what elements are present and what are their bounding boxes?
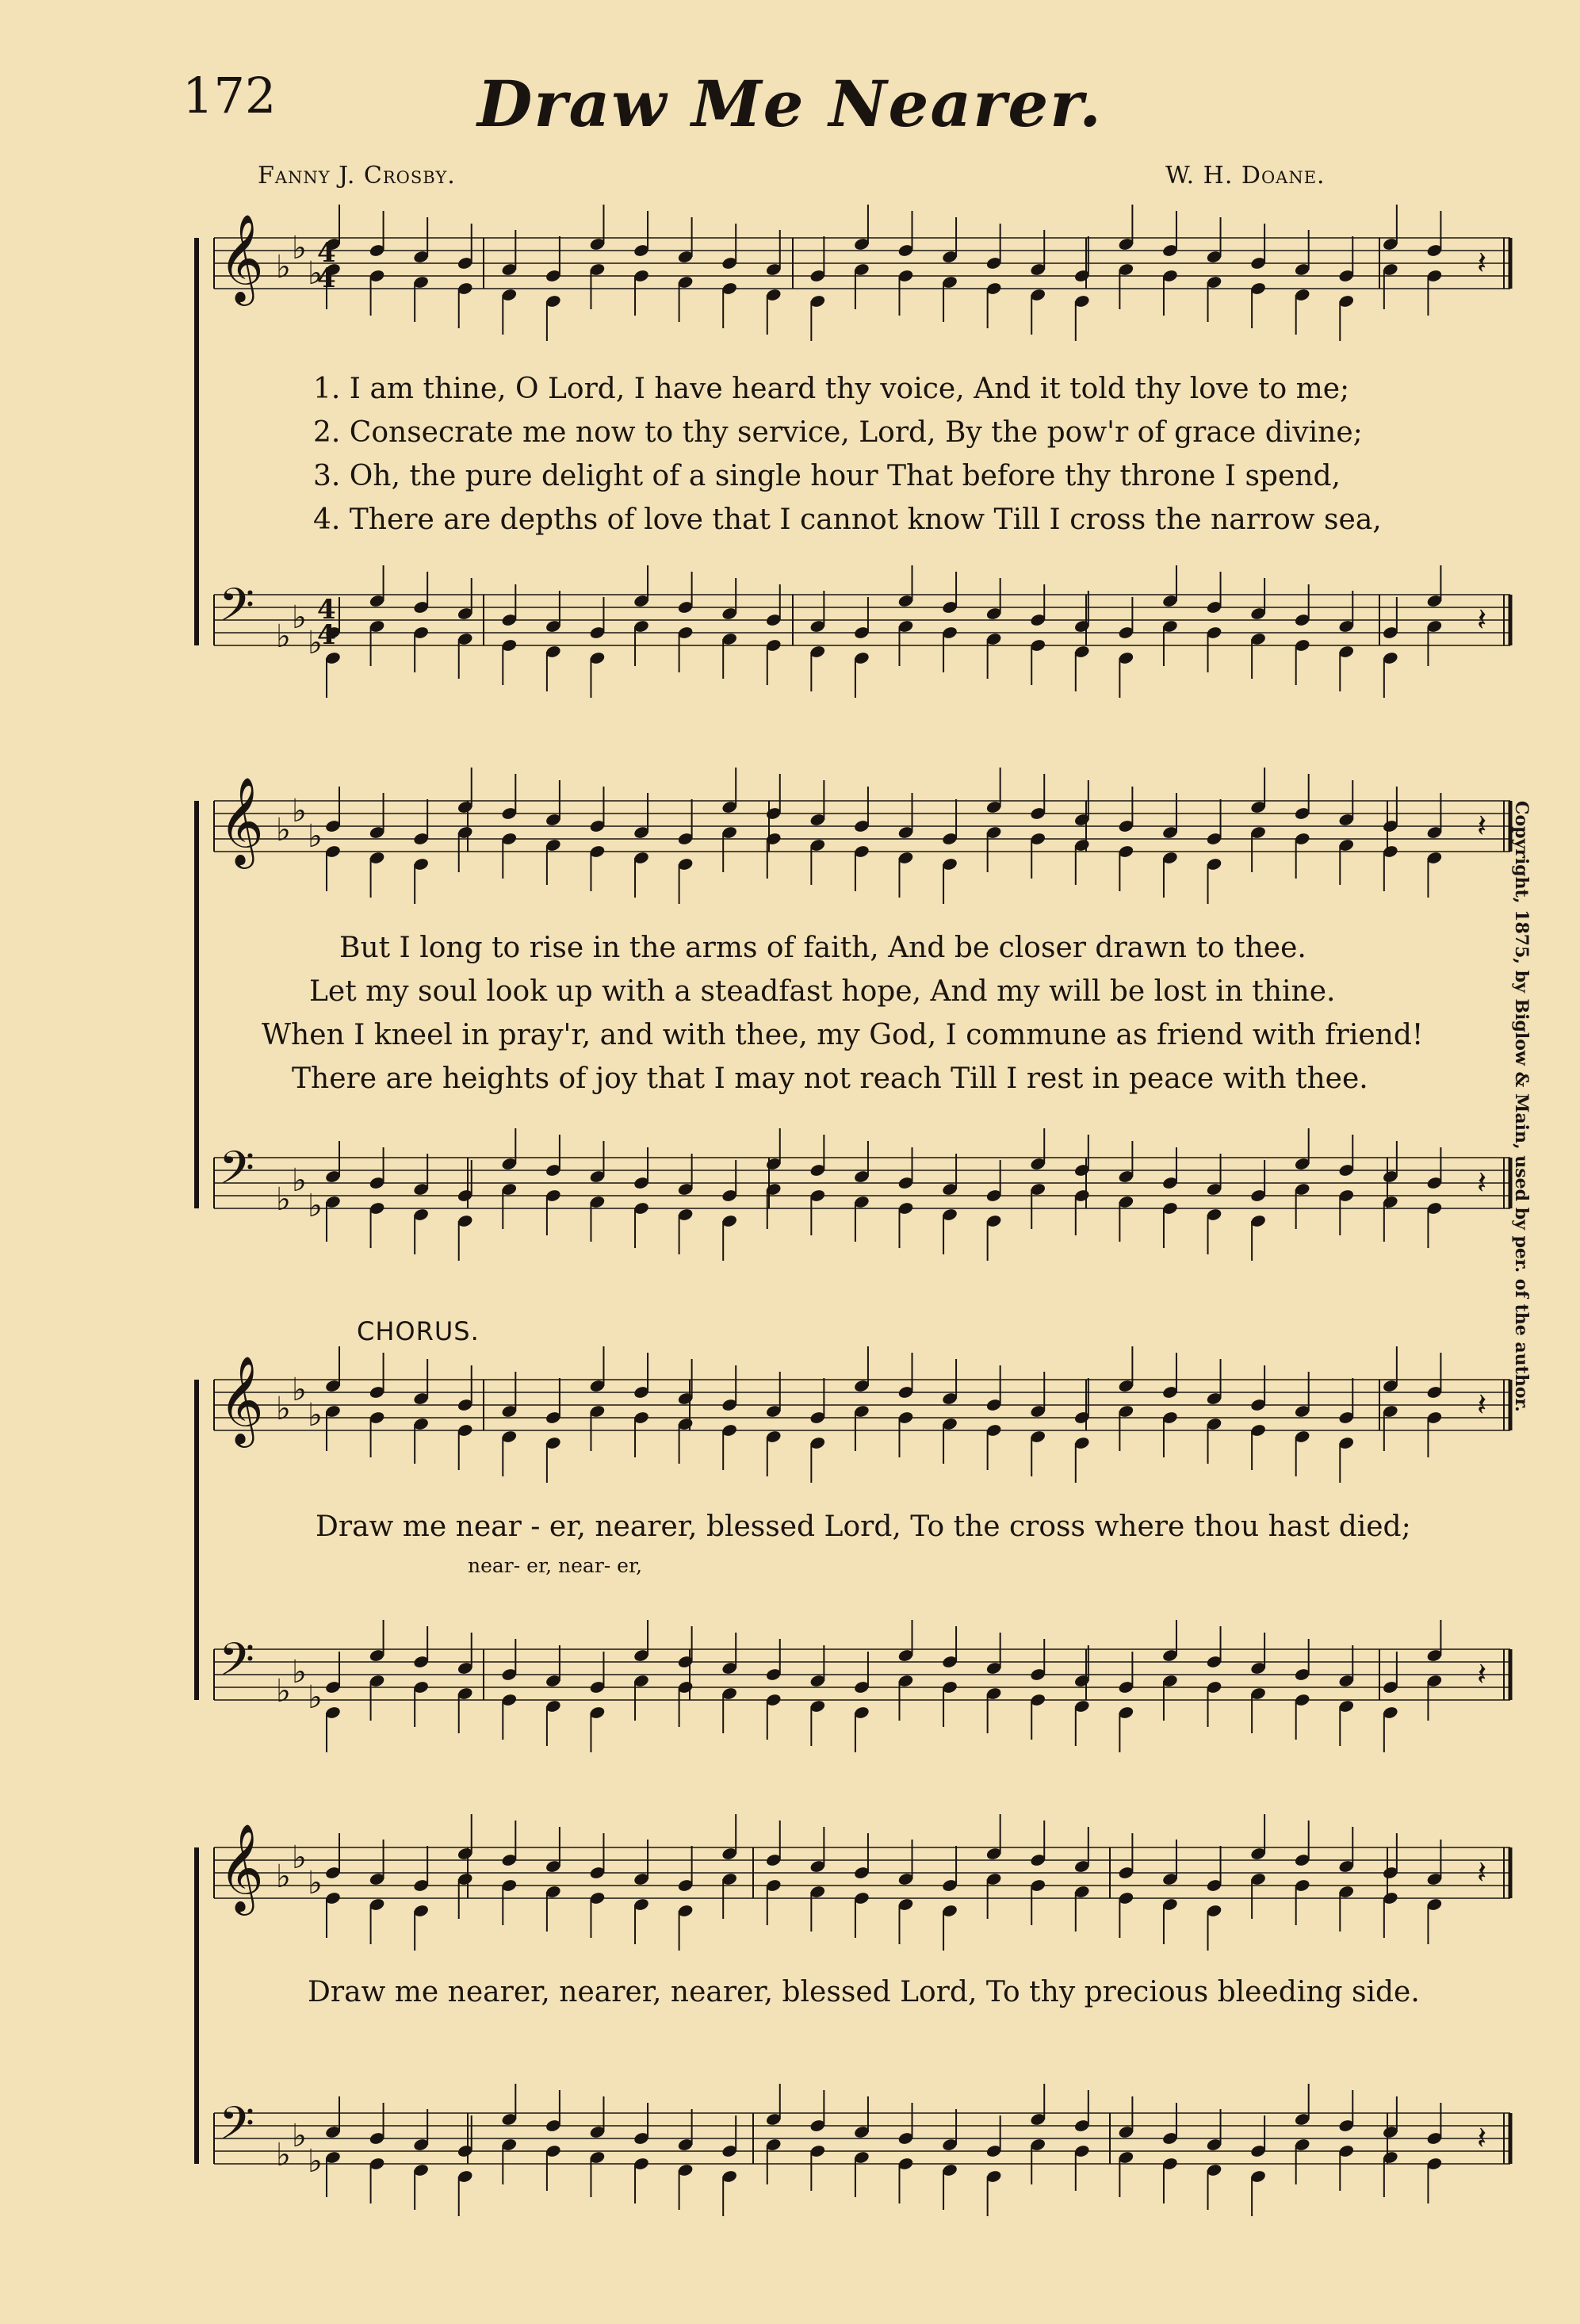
rest-symbol: 𝄽 — [1477, 245, 1487, 281]
chorus-label: CHORUS. — [357, 1316, 480, 1346]
rest-symbol: 𝄽 — [1477, 1855, 1487, 1891]
flat-sign: ♭ — [292, 230, 307, 266]
rest-symbol: 𝄽 — [1477, 1656, 1487, 1693]
flat-sign: ♭ — [308, 1188, 323, 1224]
composer: W. H. Doane. — [1165, 162, 1326, 190]
rest-symbol: 𝄽 — [1477, 1165, 1487, 1201]
bass-clef: 𝄢 — [219, 1633, 255, 1698]
flat-sign: ♭ — [292, 1840, 307, 1876]
verse-1-line-b: But I long to rise in the arms of faith, And be closer drawn to thee. — [339, 932, 1306, 964]
flat-sign: ♭ — [308, 818, 323, 855]
rest-symbol: 𝄽 — [1477, 1387, 1487, 1423]
flat-sign: ♭ — [276, 1673, 291, 1709]
flat-sign: ♭ — [308, 2143, 323, 2180]
flat-sign: ♭ — [292, 793, 307, 829]
chorus-echo: near- er, near- er, — [468, 1554, 643, 1577]
flat-sign: ♭ — [276, 249, 291, 285]
rest-symbol: 𝄽 — [1477, 602, 1487, 638]
flat-sign: ♭ — [308, 1397, 323, 1434]
flat-sign: ♭ — [292, 2118, 307, 2154]
time-signature: 4 — [317, 619, 336, 651]
time-signature: 4 — [317, 594, 336, 626]
rest-symbol: 𝄽 — [1477, 2120, 1487, 2157]
chorus-line-1: Draw me near - er, nearer, blessed Lord, To the cross where thou hast died; — [316, 1510, 1411, 1543]
flat-sign: ♭ — [276, 812, 291, 848]
flat-sign: ♭ — [308, 1865, 323, 1901]
treble-clef: 𝄞 — [219, 776, 264, 865]
treble-clef: 𝄞 — [219, 1823, 264, 1912]
bass-clef: 𝄢 — [219, 1141, 255, 1206]
verse-4-line-a: 4. There are depths of love that I cannot know Till I cross the narrow sea, — [313, 503, 1382, 536]
verse-3-line-b: When I kneel in pray'r, and with thee, my God, I commune as friend with friend! — [262, 1019, 1424, 1051]
bass-clef: 𝄢 — [219, 578, 255, 643]
flat-sign: ♭ — [276, 1859, 291, 1895]
chorus-line-2: Draw me nearer, nearer, nearer, blessed Lord, To thy precious bleeding side. — [308, 1976, 1420, 2008]
verse-4-line-b: There are heights of joy that I may not reach Till I rest in peace with thee. — [292, 1062, 1368, 1095]
flat-sign: ♭ — [308, 625, 323, 661]
flat-sign: ♭ — [276, 2137, 291, 2173]
time-signature: 4 — [317, 262, 336, 294]
verse-3-line-a: 3. Oh, the pure delight of a single hour That before thy throne I spend, — [313, 460, 1341, 492]
flat-sign: ♭ — [292, 599, 307, 636]
rest-symbol: 𝄽 — [1477, 808, 1487, 844]
treble-clef: 𝄞 — [219, 213, 264, 302]
verse-1-line-a: 1. I am thine, O Lord, I have heard thy voice, And it told thy love to me; — [313, 373, 1350, 405]
time-signature: 4 — [317, 237, 336, 269]
flat-sign: ♭ — [276, 1181, 291, 1218]
flat-sign: ♭ — [308, 255, 323, 292]
verse-2-line-a: 2. Consecrate me now to thy service, Lord, By the pow'r of grace divine; — [313, 416, 1363, 449]
flat-sign: ♭ — [292, 1162, 307, 1199]
copyright-note: Copyright, 1875, by Biglow & Main, used by per. of the author. — [1511, 801, 1532, 1412]
verse-2-line-b: Let my soul look up with a steadfast hope, And my will be lost in thine. — [309, 975, 1336, 1008]
flat-sign: ♭ — [276, 618, 291, 655]
flat-sign: ♭ — [292, 1654, 307, 1690]
flat-sign: ♭ — [276, 1391, 291, 1427]
lyricist: Fanny J. Crosby. — [258, 162, 456, 190]
treble-clef: 𝄞 — [219, 1355, 264, 1444]
page-number: 172 — [182, 67, 277, 124]
flat-sign: ♭ — [292, 1372, 307, 1408]
flat-sign: ♭ — [308, 1679, 323, 1716]
hymn-title: Draw Me Nearer. — [477, 67, 1103, 141]
bass-clef: 𝄢 — [219, 2096, 255, 2161]
